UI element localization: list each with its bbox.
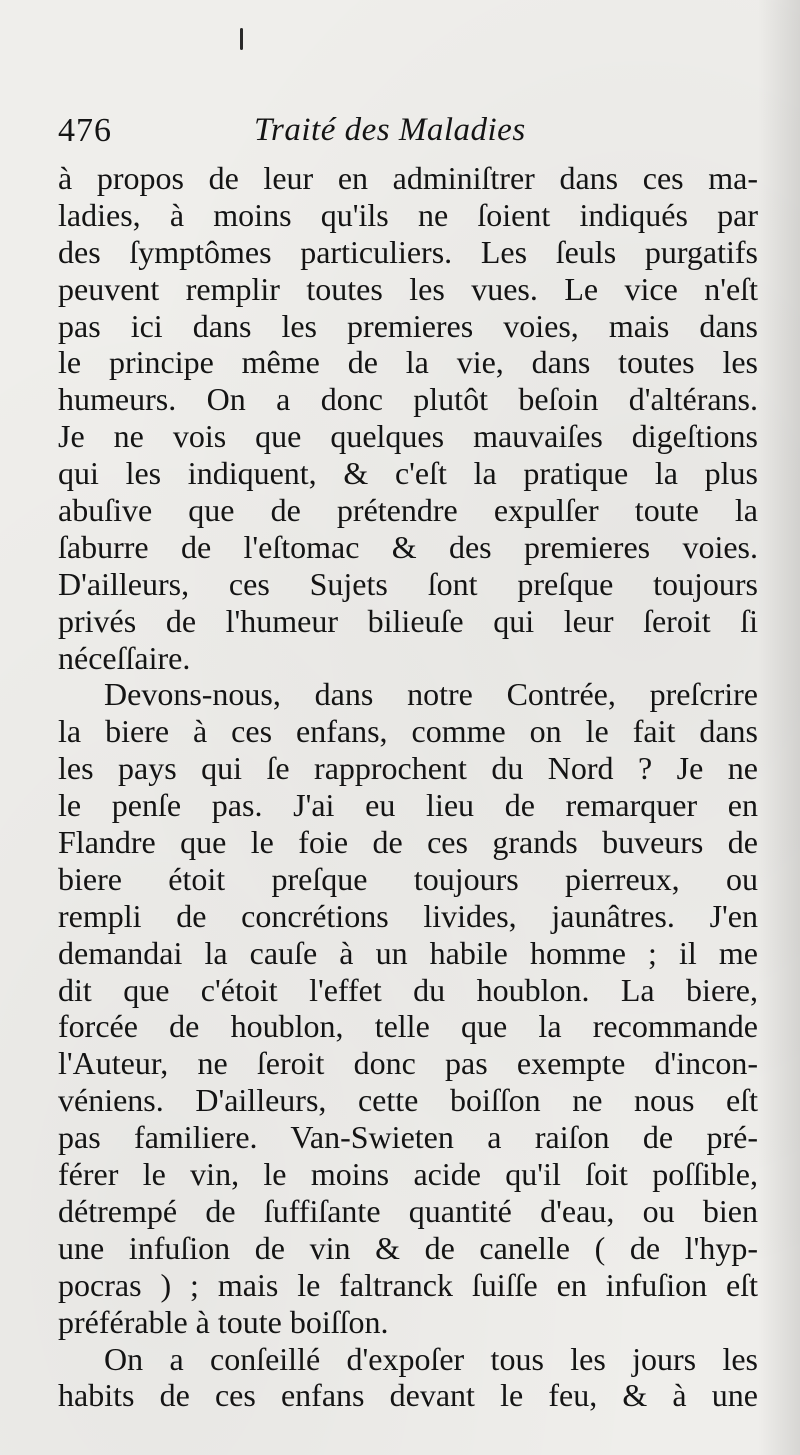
text-line: D'ailleurs, ces Sujets ſont preſque toujours	[58, 565, 758, 602]
text-line: pas familiere. Van-Swieten a raiſon de pré-	[58, 1119, 758, 1156]
paragraph-start-line: On a conſeillé d'expoſer tous les jours les	[104, 1340, 758, 1377]
text-line: demandai la cauſe à un habile homme ; il me	[58, 934, 758, 971]
text-line: Flandre que le foie de ces grands buveurs de	[58, 824, 758, 861]
text-line: biere étoit preſque toujours pierreux, ou	[58, 860, 758, 897]
text-line: à propos de leur en adminiſtrer dans ces ma-	[58, 160, 758, 196]
text-line: Je ne vois que quelques mauvaiſes digeſtions	[58, 418, 758, 455]
text-line: habits de ces enfans devant le feu, & à une	[58, 1377, 758, 1414]
text-line: ſaburre de l'eſtomac & des premieres voies.	[58, 528, 758, 565]
text-line: humeurs. On a donc plutôt beſoin d'altérans.	[58, 381, 758, 418]
text-line: véniens. D'ailleurs, cette boiſſon ne nous eſt	[58, 1082, 758, 1119]
text-line: rempli de concrétions livides, jaunâtres. J'en	[58, 897, 758, 934]
page-number: 476	[58, 112, 112, 149]
text-line: les pays qui ſe rapprochent du Nord ? Je ne	[58, 750, 758, 787]
paragraph-end-line: préférable à toute boiſſon.	[58, 1303, 389, 1340]
text-line: l'Auteur, ne ſeroit donc pas exempte d'incon-	[58, 1045, 758, 1082]
running-title: Traité des Maladies	[254, 112, 526, 148]
paragraph-start-line: Devons-nous, dans notre Contrée, preſcrire	[104, 676, 758, 713]
text-line: la biere à ces enfans, comme on le fait dans	[58, 713, 758, 750]
text-line: abuſive que de prétendre expulſer toute la	[58, 492, 758, 529]
text-line: ladies, à moins qu'ils ne ſoient indiqués par	[58, 196, 758, 233]
page-header	[58, 112, 758, 156]
printer-mark	[240, 28, 243, 50]
text-line: le penſe pas. J'ai eu lieu de remarquer en	[58, 787, 758, 824]
text-line: pocras ) ; mais le faltranck ſuiſſe en infuſion eſt	[58, 1266, 758, 1303]
body-text	[58, 160, 758, 1414]
text-line: dit que c'étoit l'effet du houblon. La biere,	[58, 971, 758, 1008]
text-line: peuvent remplir toutes les vues. Le vice n'eſt	[58, 270, 758, 307]
text-line: férer le vin, le moins acide qu'il ſoit poſſible,	[58, 1156, 758, 1193]
text-line: pas ici dans les premieres voies, mais dans	[58, 307, 758, 344]
text-line: forcée de houblon, telle que la recommande	[58, 1008, 758, 1045]
text-line: détrempé de ſuffiſante quantité d'eau, ou bien	[58, 1192, 758, 1229]
text-line: qui les indiquent, & c'eſt la pratique la plus	[58, 455, 758, 492]
text-line: une infuſion de vin & de canelle ( de l'hyp-	[58, 1229, 758, 1266]
text-line: le principe même de la vie, dans toutes les	[58, 344, 758, 381]
paragraph-end-line: néceſſaire.	[58, 639, 191, 676]
text-line: privés de l'humeur bilieuſe qui leur ſeroit ſi	[58, 602, 758, 639]
page-edge-shadow	[758, 0, 800, 1455]
text-line: des ſymptômes particuliers. Les ſeuls purgatifs	[58, 233, 758, 270]
